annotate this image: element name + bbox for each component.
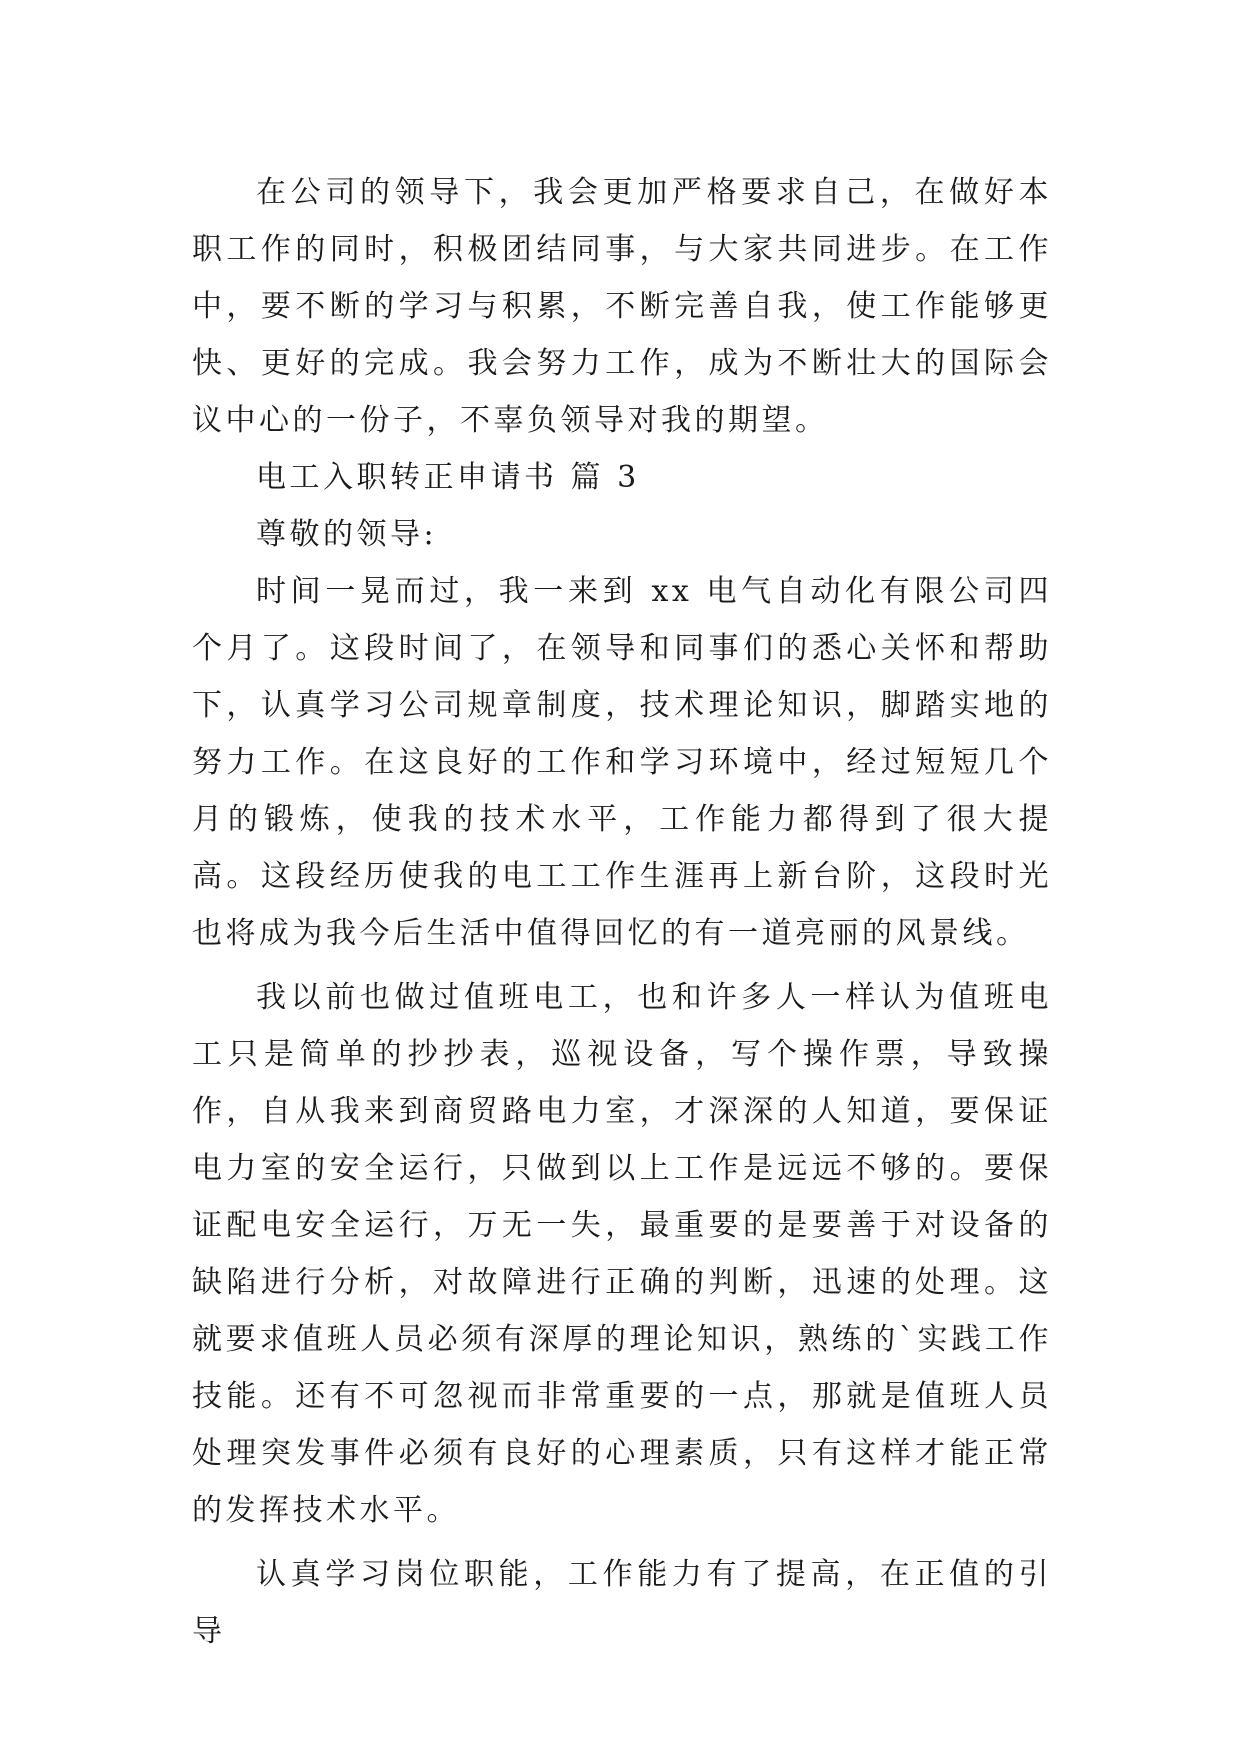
salutation: 尊敬的领导: — [256, 517, 438, 552]
paragraph-experience: 我以前也做过值班电工，也和许多人一样认为值班电工只是简单的抄抄表，巡视设备，写个操作票，导致操作，自从我来到商贸路电力室，才深深的人知道，要保证电力室的安全运行，只做到以上工作是远远不够的。要保证配电安全运行，万无一失，最重要的是要善于对设备的缺陷进行分析，对故障进行正确的判断，迅速的处理。这就要求值班人员必须有深厚的理论知识，熟练的`实践工作技能。还有不可忽视而非常重要的一点，那就是值班人员处理突发事件必须有良好的心理素质，只有这样才能正常的发挥技术水平。 — [192, 980, 1052, 1528]
document-body — [192, 164, 1052, 1660]
paragraph-learning: 认真学习岗位职能，工作能力有了提高，在正值的引导 — [192, 1557, 1052, 1649]
paragraph-commitment: 在公司的领导下，我会更加严格要求自己，在做好本职工作的同时，积极团结同事，与大家共同进步。在工作中，要不断的学习与积累，不断完善自我，使工作能够更快、更好的完成。我会努力工作，成为不断壮大的国际会议中心的一份子，不辜负领导对我的期望。 — [192, 175, 1052, 438]
paragraph-introduction: 时间一晃而过，我一来到 xx 电气自动化有限公司四个月了。这段时间了，在领导和同事们的悉心关怀和帮助下，认真学习公司规章制度，技术理论知识，脚踏实地的努力工作。在这良好的工作和学习环境中，经过短短几个月的锻炼，使我的技术水平，工作能力都得到了很大提高。这段经历使我的电工工作生涯再上新台阶，这段时光也将成为我今后生活中值得回忆的有一道亮丽的风景线。 — [192, 574, 1052, 951]
section-heading: 电工入职转正申请书 篇 3 — [256, 460, 640, 495]
